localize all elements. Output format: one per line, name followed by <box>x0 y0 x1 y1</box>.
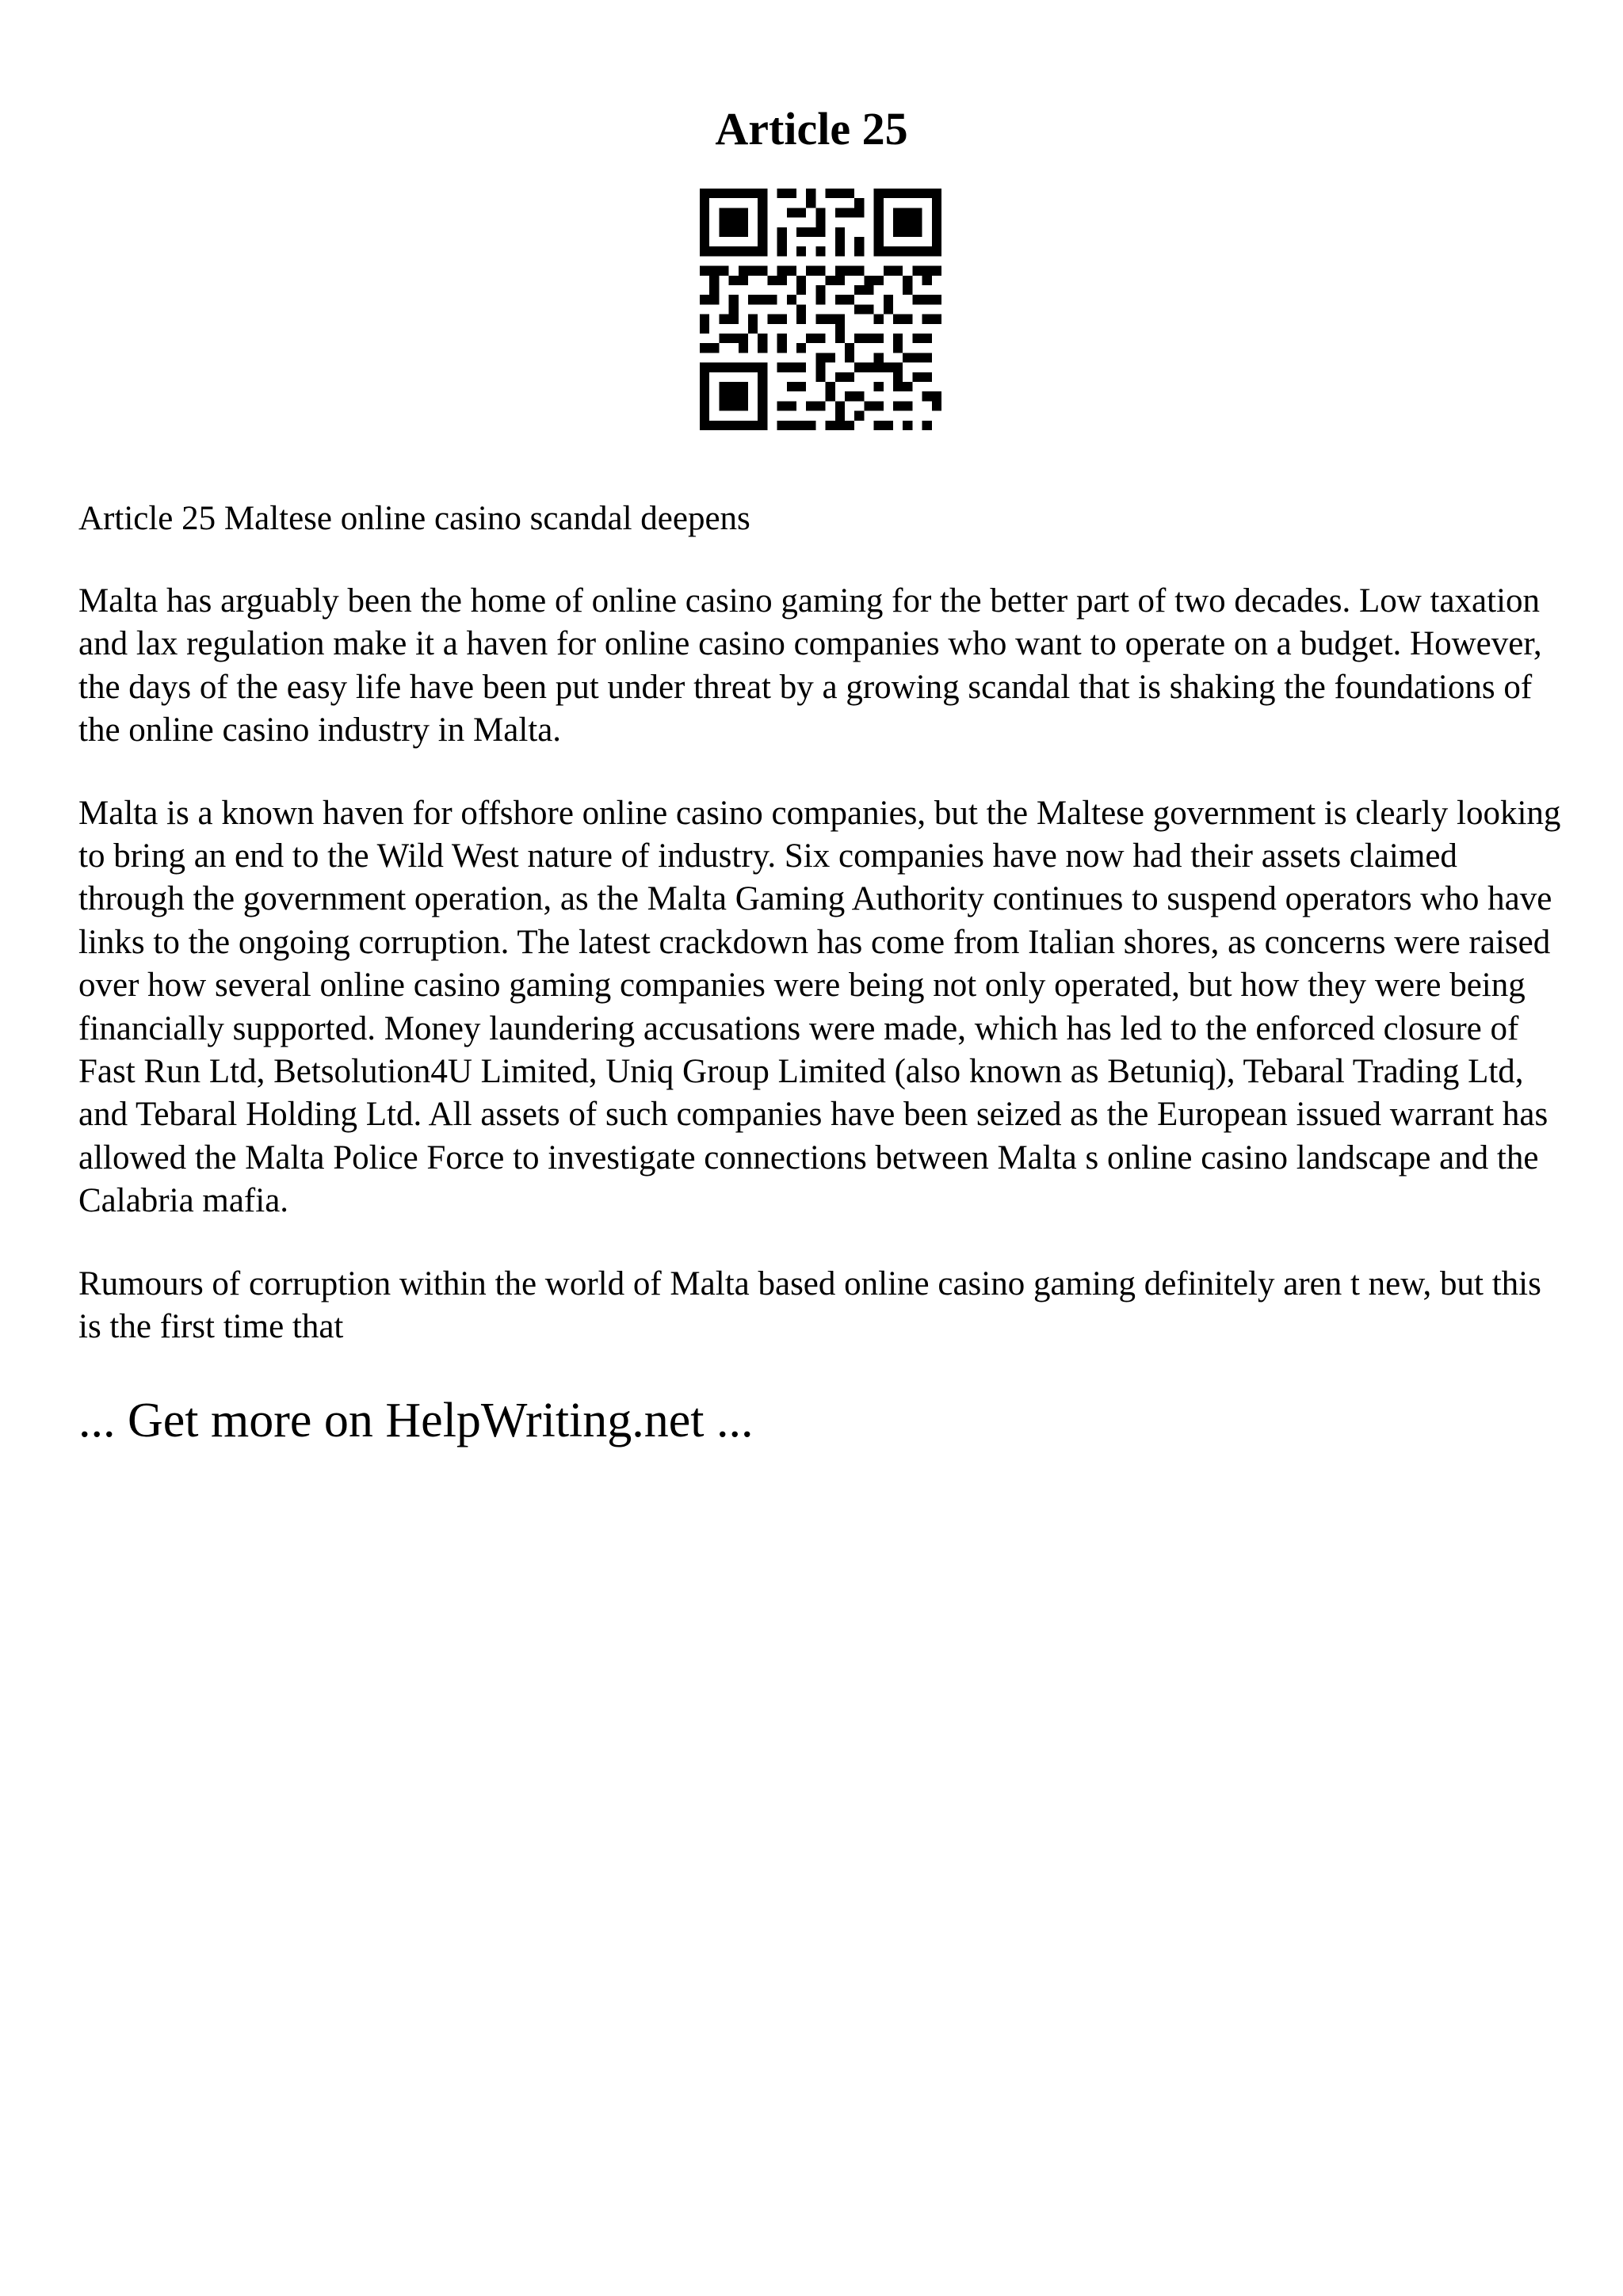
article-body <box>78 498 1568 1452</box>
page-title: Article 25 <box>715 103 908 154</box>
get-more-link[interactable]: ... Get more on HelpWriting.net ... <box>78 1393 754 1447</box>
paragraph: Malta has arguably been the home of online casino gaming for the better part of two decades. Low taxation and lax regulation make it a haven for online casino companies who want to operate on a budget. However, the days of the easy life have been put under threat by a growing scandal that is shaking the foundations of the online casino industry in Malta. <box>78 582 1542 749</box>
paragraph: Malta is a known haven for offshore online casino companies, but the Maltese government is clearly looking to bring an end to the Wild West nature of industry. Six companies have now had their assets claimed through the government operation, as the Malta Gaming Authority continues to suspend operators who have links to the ongoing corruption. The latest crackdown has come from Italian shores, as concerns were raised over how several online casino gaming companies were being not only operated, but how they were being financially supported. Money laundering accusations were made, which has led to the enforced closure of Fast Run Ltd, Betsolution4U Limited, Uniq Group Limited (also known as Betuniq), Tebaral Trading Ltd, and Tebaral Holding Ltd. All assets of such companies have been seized as the European issued warrant has allowed the Malta Police Force to investigate connections between Malta s online casino landscape and the Calabria mafia. <box>78 794 1561 1220</box>
paragraph: Rumours of corruption within the world of Malta based online casino gaming definitely aren t new, but this is the first time that <box>78 1264 1541 1346</box>
qr-code-icon[interactable] <box>700 189 941 430</box>
article-subtitle: Article 25 Maltese online casino scandal deepens <box>78 500 750 537</box>
